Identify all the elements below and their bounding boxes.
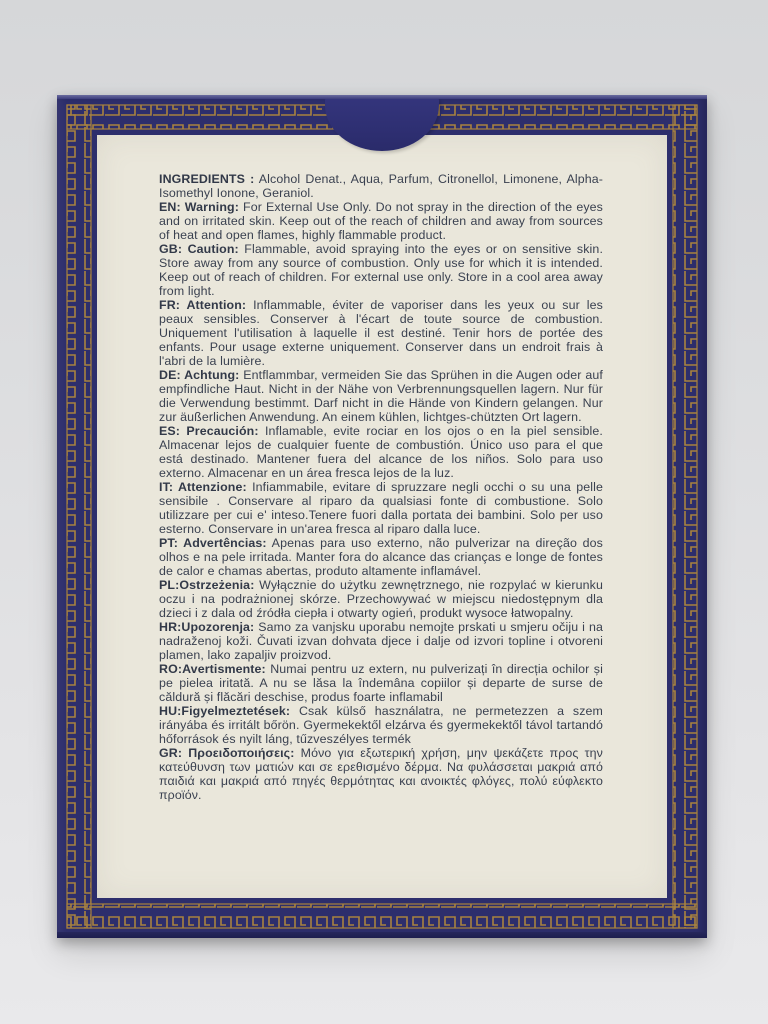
warning-label-hr: HR:Upozorenja: [159,620,255,634]
warning-paragraph-en [159,200,603,242]
ingredients-list: Alcohol Denat., Aqua, Parfum, Citronellol, Limonene, Alpha-Isomethyl Ionone, Geraniol. [159,172,603,200]
warning-label-en: EN: Warning: [159,200,239,214]
warning-label-gr: GR: Προειδοποιήσεις: [159,746,295,760]
warning-text-gr: Μόνο για εξωτερική χρήση, μην ψεκάζετε προς την κατεύθυνση των ματιών και σε ερεθισμένο δέρμα. Να φυλάσσεται μακριά από παιδιά και μακριά από πηγές θερμότητας και ανοικτές φλόγες, πολύ εύφλεκτο προϊόν. [159,746,603,802]
warning-paragraph-fr [159,298,603,368]
warning-paragraph-es [159,424,603,480]
warning-label-hu: HU:Figyelmeztetések: [159,704,291,718]
warning-label-fr: FR: Attention: [159,298,247,312]
warning-paragraph-de [159,368,603,424]
ingredients-heading: INGREDIENTS : [159,172,255,186]
perfume-box-back [57,95,707,938]
warning-text-en: For External Use Only. Do not spray in the direction of the eyes and on irritated skin. Keep out of the reach of children and away from sources of heat and open flames, highly flammable product. [159,200,603,242]
warning-text-gb: Flammable, avoid spraying into the eyes or on sensitive skin. Store away from any source of combustion. Only use for which it is intended. Keep out of reach of children. For external use only. Store in a cool area away from light. [159,242,604,298]
label-panel [97,135,667,898]
box-top-edge [57,95,707,99]
warning-text-de: Entflammbar, vermeiden Sie das Sprühen in die Augen oder auf empfindliche Haut. Nicht in der Nähe von Verbrennungsquellen lagern. Nur für die Verwendung bestimmt. Darf nicht in die Hände von Kindern gelangen. Nur zur äußerlichen Anwendung. An einem kühlen, lichtges-chützten Ort lagern. [159,368,603,424]
warning-label-it: IT: Attenzione: [159,480,247,494]
warning-text-hu: Csak külső használatra, ne permetezzen a szem irányába és irritált bőrön. Gyermekektől elzárva és gyermekektől távol tartandó hőforrások és nyilt láng, tűzveszélyes termék [159,704,603,746]
warning-label-pt: PT: Advertências: [159,536,267,550]
warning-label-pl: PL:Ostrzeżenia: [159,578,255,592]
warning-paragraph-pt [159,536,603,578]
warning-text-fr: Inflammable, éviter de vaporiser dans les yeux ou sur les peaux sensibles. Conserver à l'écart de toute source de combustion. Uniquement l'utilisation à laquelle il est destiné. Tenir hors de portée des enfants. Pour usage externe uniquement. Conserver dans un endroit frais à l'abri de la lumière. [159,298,603,368]
label-text [159,172,603,802]
warning-paragraph-gr [159,746,603,802]
warning-text-ro: Numai pentru uz extern, nu pulverizați în direcția ochilor și pe pielea iritată. A nu se lăsa la îndemâna copiilor și departe de surse de căldură și flăcări deschise, produs foarte inflamabil [159,662,603,704]
warning-text-es: Inflamable, evite rociar en los ojos o en la piel sensible. Almacenar lejos de cualquier fuente de combustión. Único uso para el que está destinado. Mantener fuera del alcance de los niños. Solo para uso externo. Almacenar en un área fresca lejos de la luz. [159,424,603,480]
warning-paragraph-hu [159,704,603,746]
warning-text-it: Infiammabile, evitare di spruzzare negli occhi o su una pelle sensibile . Conservare al riparo da qualsiasi fonte di combustione. Solo utilizzare per cui e' inteso.Tenere fuori dalla portata dei bambini. Solo per uso esterno. Conservare in un'area fresca al riparo dalla luce. [159,480,603,536]
warning-label-ro: RO:Avertismente: [159,662,266,676]
warning-label-de: DE: Achtung: [159,368,240,382]
warning-paragraph-it [159,480,603,536]
warning-label-gb: GB: Caution: [159,242,239,256]
warning-paragraph-ro [159,662,603,704]
warning-text-hr: Samo za vanjsku uporabu nemojte prskati u smjeru očiju i na nadraženoj koži. Čuvati izvan dohvata djece i dalje od izvori topline i otvoreni plamen, lako zapaljiv proizvod. [159,620,603,662]
warning-text-pl: Wyłącznie do użytku zewnętrznego, nie rozpylać w kierunku oczu i na podrażnionej skórze. Przechowywać w miejscu niedostępnym dla dzieci i z dala od źródła ciepła i otwarty ogień, produkt wysoce łatwopalny. [159,578,603,620]
warning-label-es: ES: Precaución: [159,424,259,438]
ingredients-paragraph [159,172,603,200]
box-bottom-edge [57,932,707,938]
warning-paragraph-gb [159,242,603,298]
warning-text-pt: Apenas para uso externo, não pulverizar na direção dos olhos e na pele irritada. Manter fora do alcance das crianças e longe de fontes de calor e chamas abertas, produto altamente inflamável. [159,536,603,578]
warning-paragraph-pl [159,578,603,620]
warning-paragraph-hr [159,620,603,662]
